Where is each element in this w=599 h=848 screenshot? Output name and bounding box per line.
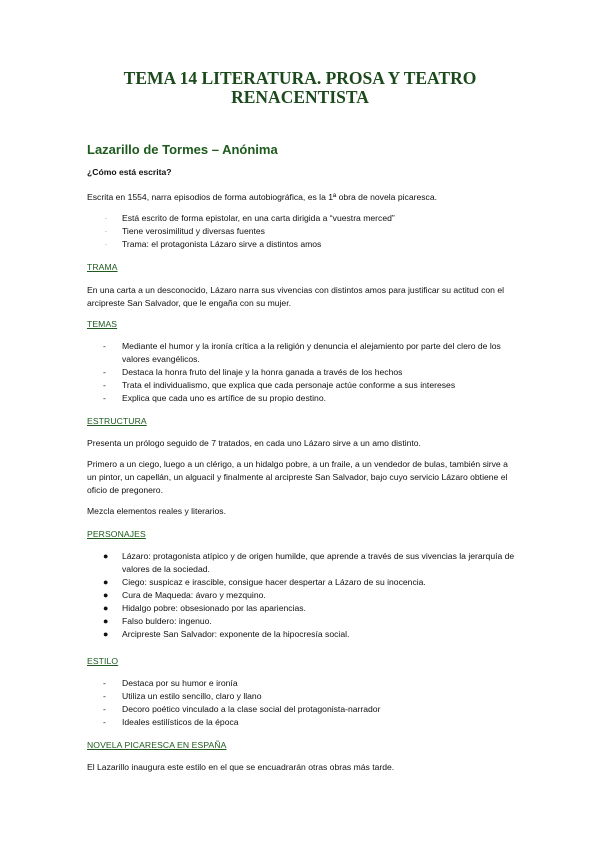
list-item: - Mediante el humor y la ironía crítica a la religión y denuncia el alejamiento por parte del clero de los valores evangélicos.	[103, 341, 501, 364]
list-item: ● Lázaro: protagonista atípico y de origen humilde, que aprende a través de sus vivencias la jerarquía de valores de la sociedad.	[103, 551, 515, 574]
list-item: - Explica que cada uno es artífice de su propio destino.	[103, 393, 326, 403]
novela-text: El Lazarillo inaugura este estilo en el que se encuadrarán otras obras más tarde.	[87, 762, 395, 772]
trama-heading: TRAMA	[87, 262, 118, 272]
personajes-list	[87, 550, 517, 641]
list-item: · Está escrito de forma epistolar, en una carta dirigida a “vuestra merced”	[87, 212, 517, 225]
list-item: ● Arcipreste San Salvador: exponente de la hipocresía social.	[103, 629, 350, 639]
dash-icon: -	[103, 704, 106, 714]
list-item: - Destaca la honra fruto del linaje y la honra ganada a través de los hechos	[103, 367, 403, 377]
bullet-icon: ●	[103, 551, 109, 561]
section-title: Lazarillo de Tormes – Anónima	[87, 142, 278, 157]
question-heading: ¿Cómo está escrita?	[87, 167, 172, 177]
list-item: - Trata el individualismo, que explica que cada personaje actúe conforme a sus intereses	[103, 380, 456, 390]
bullet-icon: ●	[103, 590, 109, 600]
bullet-dot-icon: ·	[105, 242, 107, 248]
estilo-heading: ESTILO	[87, 656, 119, 666]
list-item: - Decoro poético vinculado a la clase social del protagonista-narrador	[103, 704, 381, 714]
intro-list	[87, 212, 517, 251]
list-item: ● Cura de Maqueda: ávaro y mezquino.	[103, 590, 266, 600]
dash-icon: -	[103, 678, 106, 688]
estilo-list	[87, 677, 517, 729]
bullet-dot-icon: ·	[105, 229, 107, 235]
personajes-heading: PERSONAJES	[87, 529, 146, 539]
dash-icon: -	[103, 380, 106, 390]
dash-icon: -	[103, 691, 106, 701]
list-item: ● Ciego: suspicaz e irascible, consigue hacer despertar a Lázaro de su inocencia.	[103, 577, 426, 587]
novela-heading: NOVELA PICARESCA EN ESPAÑA	[87, 740, 227, 750]
intro-text: Escrita en 1554, narra episodios de forma autobiográfica, es la 1ª obra de novela picaresca.	[87, 192, 438, 202]
estructura-p3: Mezcla elementos reales y literarios.	[87, 506, 226, 516]
bullet-icon: ●	[103, 577, 109, 587]
list-item: - Destaca por su humor e ironía	[103, 678, 238, 688]
dash-icon: -	[103, 367, 106, 377]
page-title: TEMA 14 LITERATURA. PROSA Y TEATRO RENACENTISTA	[123, 68, 477, 107]
temas-list	[87, 340, 517, 405]
list-item: · Trama: el protagonista Lázaro sirve a distintos amos	[87, 238, 517, 251]
dash-icon: -	[103, 341, 106, 351]
bullet-icon: ●	[103, 603, 109, 613]
estructura-p2: Primero a un ciego, luego a un clérigo, a un hidalgo pobre, a un fraile, a un vendedor de bulas, también sirve a un pintor, un capellán, un alguacil y finalmente al arcipreste San Salvador, bajo cuyo servicio Lázaro obtiene el oficio de pregonero.	[87, 459, 508, 495]
list-item: ● Falso buldero: ingenuo.	[103, 616, 212, 626]
temas-heading: TEMAS	[87, 319, 118, 329]
dash-icon: -	[103, 393, 106, 403]
bullet-icon: ●	[103, 629, 109, 639]
bullet-dot-icon: ·	[105, 216, 107, 222]
dash-icon: -	[103, 717, 106, 727]
list-item: ● Hidalgo pobre: obsesionado por las apariencias.	[103, 603, 306, 613]
bullet-icon: ●	[103, 616, 109, 626]
trama-text: En una carta a un desconocido, Lázaro narra sus vivencias con distintos amos para justificar su actitud con el arcipreste San Salvador, que le engaña con su mujer.	[87, 285, 505, 308]
list-item: - Ideales estilísticos de la época	[103, 717, 239, 727]
list-item: - Utiliza un estilo sencillo, claro y llano	[103, 691, 262, 701]
estructura-heading: ESTRUCTURA	[87, 416, 147, 426]
list-item: · Tiene verosimilitud y diversas fuentes	[87, 225, 517, 238]
estructura-p1: Presenta un prólogo seguido de 7 tratados, en cada uno Lázaro sirve a un amo distinto.	[87, 438, 421, 448]
